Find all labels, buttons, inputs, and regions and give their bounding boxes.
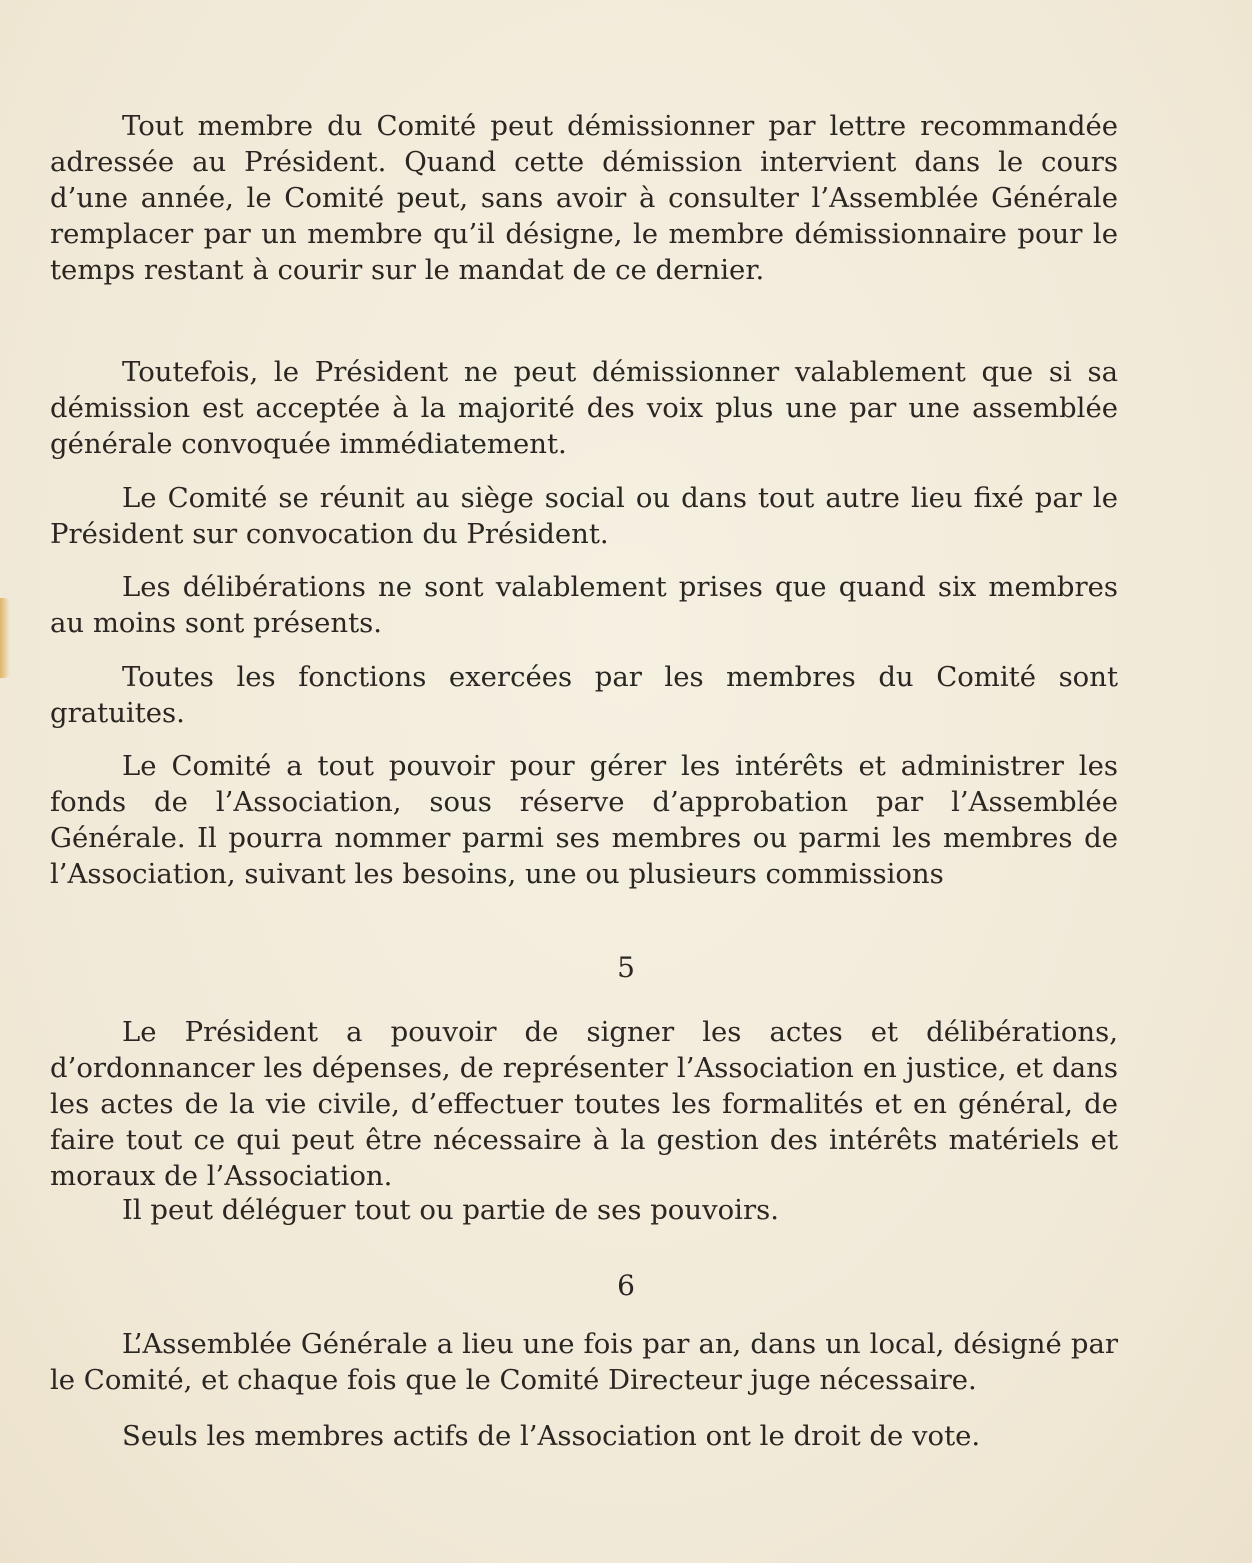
paragraph-president-resignation: Toutefois, le Président ne peut démissionner valablement que si sa démission est acceptée à la majorité des voix plus une par une assemblée générale convoquée immédiatement. xyxy=(50,356,1118,460)
section-number-6: 6 xyxy=(617,1269,635,1302)
paragraph-resignation: Tout membre du Comité peut démissionner par lettre recommandée adressée au Président. Quand cette démission intervient dans le cours d’une année, le Comité peut, sans avoir à consulter l’Assemblée Générale remplacer par un membre qu’il désigne, le membre démissionnaire pour le temps restant à courir sur le mandat de ce dernier. xyxy=(50,110,1118,286)
paragraph-president-powers: Le Président a pouvoir de signer les actes et délibérations, d’ordonnancer les dépenses, de représenter l’Association en justice, et dans les actes de la vie civile, d’effectuer toutes les formalités et en général, de faire tout ce qui peut être nécessaire à la gestion des intérêts matériels et moraux de l’Association. xyxy=(50,1016,1118,1192)
paragraph-voting-rights: Seuls les membres actifs de l’Association ont le droit de vote. xyxy=(122,1420,981,1452)
paragraph-committee-meeting: Le Comité se réunit au siège social ou dans tout autre lieu fixé par le Président sur convocation du Président. xyxy=(50,482,1118,550)
paragraph-committee-powers: Le Comité a tout pouvoir pour gérer les intérêts et administrer les fonds de l’Association, sous réserve d’approbation par l’Assemblée Générale. Il pourra nommer parmi ses membres ou parmi les membres de l’Association, suivant les besoins, une ou plusieurs commissions xyxy=(50,750,1118,890)
paper-stain xyxy=(0,598,10,678)
paragraph-quorum: Les délibérations ne sont valablement prises que quand six membres au moins sont présents. xyxy=(50,571,1118,639)
paragraph-unpaid-functions: Toutes les fonctions exercées par les membres du Comité sont gratuites. xyxy=(50,661,1118,729)
section-number-5: 5 xyxy=(617,951,635,984)
paragraph-general-assembly: L’Assemblée Générale a lieu une fois par an, dans un local, désigné par le Comité, et chaque fois que le Comité Directeur juge nécessaire. xyxy=(50,1328,1118,1396)
paragraph-delegation: Il peut déléguer tout ou partie de ses pouvoirs. xyxy=(122,1194,779,1226)
